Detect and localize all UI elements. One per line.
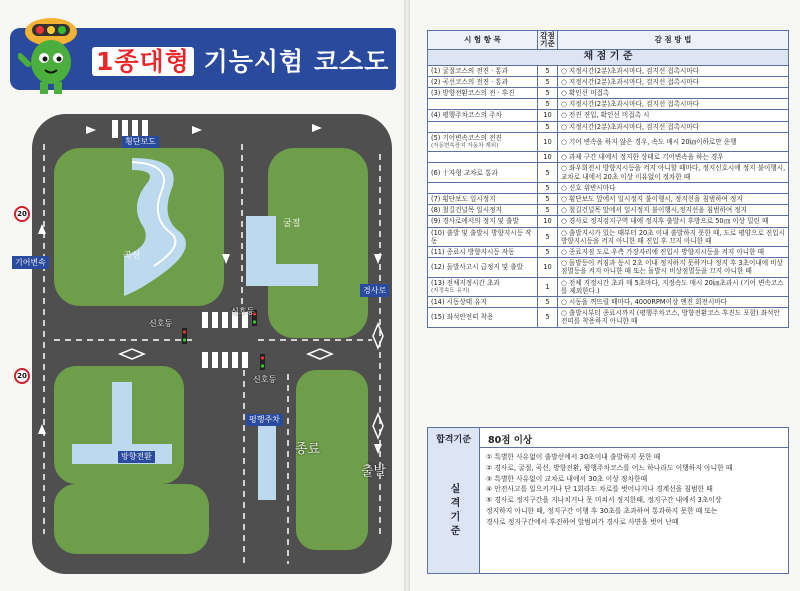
score-method (558, 182, 789, 193)
label-slope: 경사로 (360, 284, 389, 297)
score-item (428, 216, 538, 227)
score-method-text: ○ 전체 지정시간 초과 매 5초마다, 지정속도 매시 20㎞초과시 (기어 변속코스를 제외한다.) (561, 279, 784, 295)
score-points: 10 (538, 216, 558, 227)
score-points: 5 (538, 227, 558, 246)
score-item (428, 308, 538, 327)
score-points: 5 (538, 88, 558, 99)
score-row (428, 99, 789, 110)
label-reverse: 방향전환 (118, 451, 155, 463)
fail-item: ② 경사로, 굴절, 곡선, 방향전환, 평행주차코스를 어느 하나라도 이행하지 아니한 때 (486, 463, 733, 472)
score-item (428, 258, 538, 277)
score-method (558, 88, 789, 99)
title-highlight: 1종대형 (92, 47, 194, 76)
fail-item: ① 특별한 사유없이 출발선에서 30초이내 출발하지 못한 때 (486, 453, 661, 461)
score-method-text: ○ 돌발등이 켜짐과 동시 2초 이내 정지하지 못하거나 정지 후 3초이내에 비상점멸등을 켜지 아니한 때 또는 돌발시 비상점멸등을 끄지 아니한 때 (561, 259, 783, 275)
header-points: 감점 기준 (538, 31, 558, 50)
score-method (558, 258, 789, 277)
score-item (428, 152, 538, 163)
score-method-text: ○ 횡단보도 앞에서 일시정지 불이행시, 정지선을 침범하여 정지 (561, 195, 743, 203)
score-points: 10 (538, 258, 558, 277)
score-method-text: ○ 지정시간(2분)초과시마다, 검지선 접촉시마다 (561, 67, 699, 75)
score-points: 10 (538, 110, 558, 121)
score-method-text: ○ 종료지점 도로 우측 가장자리에 진입시 방향지시등을 켜지 아니한 때 (561, 248, 764, 256)
label-signal-1: 신호등 (149, 319, 173, 328)
label-crosswalk: 횡단보도 (122, 136, 159, 148)
label-signal-3: 신호등 (253, 375, 277, 384)
speed-limit-sign: 20 (14, 206, 30, 222)
score-item-text: (5) 기어변속코스의 전진 (431, 133, 502, 142)
score-item (428, 65, 538, 76)
score-method-text: ○ 출발시부터 종료시까지 (평행주차코스, 방향전환코스 후진도 포함) 좌석안전띠를 착용하지 아니한 때 (561, 309, 780, 325)
score-item-text: (12) 돌발사고시 급정지 및 출발 (431, 263, 523, 272)
label-finish: 종료 (295, 442, 321, 457)
score-item-text: (2) 곡선코스의 전진 · 통과 (431, 77, 509, 86)
score-method-text: ○ 지정시간(2분)초과시마다, 검지선 접촉시마다 (561, 78, 699, 86)
score-item-text: (6) 十자형 교차로 통과 (431, 168, 498, 177)
score-points: 10 (538, 152, 558, 163)
score-method (558, 297, 789, 308)
score-method-text: ○ 좌우회전시 방향지시등을 켜지 아니할 때마다, 정지신호시에 정지 불이행시, 교차로 내에서 20초 이상 이유없이 정차한 때 (561, 164, 785, 180)
score-points: 5 (538, 182, 558, 193)
score-row (428, 163, 789, 182)
score-method (558, 194, 789, 205)
fail-list (486, 452, 786, 528)
score-method-text: ○ 지정시간(2분)초과시마다, 검지선 접촉시마다 (561, 100, 699, 108)
header-method: 감 점 방 법 (558, 31, 789, 50)
label-start: 출발 (361, 464, 387, 479)
score-points: 1 (538, 277, 558, 296)
score-item (428, 132, 538, 151)
score-row (428, 216, 789, 227)
score-item-text: (7) 횡단보도 일시정지 (431, 195, 496, 204)
score-points: 5 (538, 297, 558, 308)
score-row (428, 258, 789, 277)
pass-label: 합격기준 (428, 428, 480, 448)
score-method (558, 110, 789, 121)
score-row (428, 76, 789, 87)
score-method-text: ○ 기어 변속을 하지 않은 경우, 속도 매시 20㎞이하로만 운행 (561, 138, 736, 146)
score-item (428, 194, 538, 205)
score-item (428, 227, 538, 246)
score-points: 5 (538, 308, 558, 327)
score-item-text: (10) 출발 및 출발시 방향지시등 작동 (431, 228, 532, 245)
score-points: 5 (538, 194, 558, 205)
score-row (428, 182, 789, 193)
score-method (558, 163, 789, 182)
score-method (558, 227, 789, 246)
scoring-caption: 채 점 기 준 (428, 50, 789, 65)
score-row (428, 194, 789, 205)
score-points: 10 (538, 132, 558, 151)
score-method-text: ○ 신호 위반시마다 (561, 184, 616, 192)
score-points: 5 (538, 76, 558, 87)
score-item-text: (15) 좌석안전띠 착용 (431, 313, 494, 322)
score-method-text: ○ 시동을 꺼뜨릴 때마다, 4000RPM이상 엔진 회전시마다 (561, 298, 727, 306)
score-item-text: (8) 철길건널목 일시정지 (431, 206, 502, 215)
title-banner (10, 28, 396, 90)
score-method-text: ○ 전진 진입, 확인선 미접촉 시 (561, 111, 649, 119)
score-item (428, 76, 538, 87)
score-item-text: (9) 경사로에서의 정지 및 출발 (431, 217, 519, 226)
score-points: 5 (538, 163, 558, 182)
fail-label-text: 실격기준 (448, 482, 459, 539)
fail-item: 경사로 정지구간에서 후진하여 앞범퍼가 경사로 사면을 벗어 난때 (486, 517, 679, 526)
score-method-text: ○ 철길건널목 앞에서 일시정지 불이행시,정지선을 침범하여 정지 (561, 206, 747, 214)
fail-item: 정지하지 아니한 때, 정지구간 이행 후 30초를 초과하여 통과하지 못한 때 또는 (486, 506, 718, 515)
score-row (428, 205, 789, 216)
score-row (428, 110, 789, 121)
score-method-text: ○ 과제 구간 내에서 정지한 상태로 기어변속을 하는 경우 (561, 153, 724, 161)
pass-fail-box (427, 427, 789, 574)
score-method (558, 76, 789, 87)
score-method (558, 152, 789, 163)
course-map-drawing (32, 114, 392, 574)
score-row (428, 132, 789, 151)
score-points: 5 (538, 65, 558, 76)
label-parallel-parking: 평행주차 (246, 414, 283, 426)
score-item (428, 110, 538, 121)
pass-row (428, 428, 788, 448)
score-item (428, 163, 538, 182)
score-item (428, 121, 538, 132)
speed-limit-sign-2: 20 (14, 368, 30, 384)
label-gear-shift: 기어변속 (12, 256, 49, 269)
score-item (428, 88, 538, 99)
score-row (428, 88, 789, 99)
score-method-text: ○ 확인선 미접촉 (561, 89, 609, 97)
course-map (32, 114, 392, 574)
score-row (428, 277, 789, 296)
page-fold (404, 0, 410, 591)
score-points: 5 (538, 121, 558, 132)
header-item: 시 험 항 목 (428, 31, 538, 50)
title-rest: 기능시험 코스도 (203, 47, 390, 76)
score-row (428, 65, 789, 76)
label-curve: 곡선 (123, 251, 141, 261)
score-row (428, 121, 789, 132)
score-points: 5 (538, 247, 558, 258)
score-method (558, 132, 789, 151)
score-item (428, 277, 538, 296)
score-method (558, 277, 789, 296)
score-item-text: (13) 전체지정시간 초과 (431, 278, 500, 287)
score-item-text: (3) 방향전환코스의 전 · 후진 (431, 89, 515, 98)
label-signal-2: 신호등 (231, 307, 255, 316)
score-method-text: ○ 경사로 정지검지구역 내에 정지후 출발시 후방으로 50㎝ 이상 밀린 때 (561, 217, 768, 225)
score-method-text: ○ 지정시간(2분)초과시마다, 검지선 접촉시마다 (561, 123, 699, 131)
score-item-sub: (자동변속장치 자동차 제외) (431, 143, 499, 150)
score-method (558, 216, 789, 227)
score-points: 5 (538, 205, 558, 216)
score-method-text: ○ 출발지시가 있는 때부터 20초 이내 출발하지 못한 때, 도로 평양으로 진입시 방향지시등을 켜지 아니한 때 진입 후 끄지 아니한 때 (561, 229, 785, 245)
score-row (428, 152, 789, 163)
fail-label (428, 448, 480, 573)
label-crank: 굴절 (283, 219, 301, 229)
score-row (428, 297, 789, 308)
score-method (558, 65, 789, 76)
score-row (428, 247, 789, 258)
mascot-icon (18, 14, 84, 98)
score-item-text: (11) 종료시 방향지시등 작동 (431, 248, 515, 257)
score-item (428, 182, 538, 193)
page-title (92, 42, 389, 78)
score-points: 5 (538, 99, 558, 110)
scoring-table-wrap (427, 30, 789, 328)
score-item (428, 247, 538, 258)
score-method (558, 99, 789, 110)
pass-value: 80점 이상 (488, 435, 533, 446)
fail-item: ③ 특별한 사유없이 교차로 내에서 30초 이상 정차한때 (486, 474, 648, 483)
scoring-table (427, 30, 789, 328)
score-method (558, 121, 789, 132)
score-item-sub: (지정속도 유지) (431, 287, 470, 294)
score-method (558, 308, 789, 327)
score-method (558, 205, 789, 216)
score-item-text: (4) 평행주차코스의 주차 (431, 111, 502, 120)
score-method (558, 247, 789, 258)
score-row (428, 227, 789, 246)
score-row (428, 308, 789, 327)
score-item (428, 99, 538, 110)
score-item-text: (14) 시동상태 유지 (431, 298, 487, 307)
score-item (428, 205, 538, 216)
fail-item: ④ 안전사고를 일으키거나 단 1회라도 차로를 벗어나거나 경계선을 침범한 때 (486, 485, 713, 494)
score-item (428, 297, 538, 308)
fail-item: ⑤ 경사로 정지구간을 지나치거나 못 미쳐서 정지한때, 정지구간 내에서 3초이상 (486, 496, 722, 505)
score-item-text: (1) 굴절코스의 전진 · 통과 (431, 66, 509, 75)
